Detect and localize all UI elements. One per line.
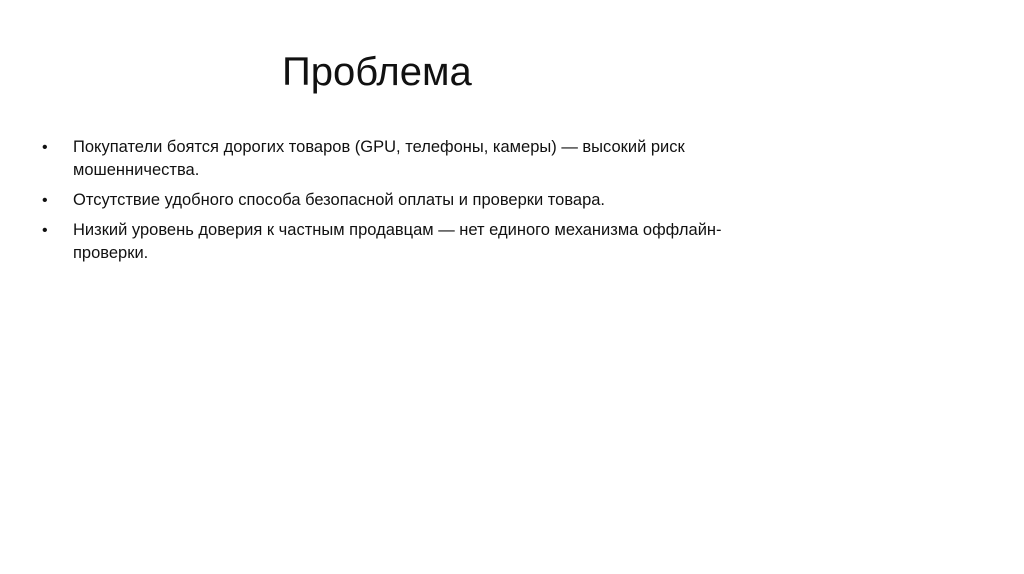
slide-title: Проблема xyxy=(282,50,472,94)
bullet-text: Покупатели боятся дорогих товаров (GPU, телефоны, камеры) — высокий риск мошенничества. xyxy=(73,138,685,179)
bullet-icon: • xyxy=(42,139,48,156)
bullet-icon: • xyxy=(42,192,48,209)
bullet-item xyxy=(42,219,742,265)
bullet-icon: • xyxy=(42,222,48,239)
bullet-list xyxy=(42,136,742,272)
bullet-item xyxy=(42,189,742,212)
bullet-text: Низкий уровень доверия к частным продавцам — нет единого механизма оффлайн-проверки. xyxy=(73,221,722,262)
bullet-item xyxy=(42,136,742,182)
bullet-text: Отсутствие удобного способа безопасной оплаты и проверки товара. xyxy=(73,191,606,209)
